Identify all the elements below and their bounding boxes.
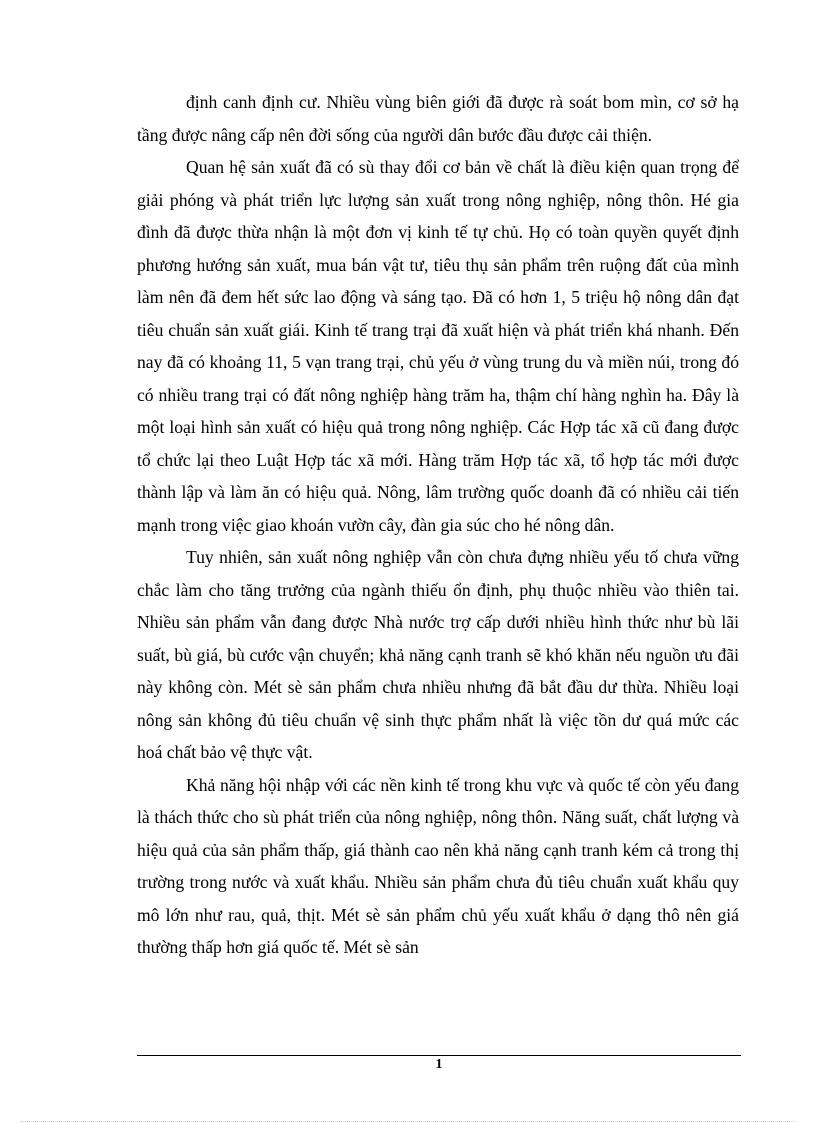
paragraph-4: Khả năng hội nhập với các nền kinh tế trong khu vực và quốc tế còn yếu đang là thách thức cho sù phát triển của nông nghiệp, nông thôn. Năng suất, chất lượng và hiệu quả của sản phẩm thấp, giá thành cao nên khả năng cạnh tranh kém cả trong thị trường trong nước và xuất khẩu. Nhiều sản phẩm chưa đủ tiêu chuẩn xuất khẩu quy mô lớn như rau, quả, thịt. Mét sè sản phẩm chủ yếu xuất khẩu ở dạng thô nên giá thường thấp hơn giá quốc tế. Mét sè sản: [137, 774, 739, 957]
page-boundary: [20, 1121, 796, 1122]
document-body: [137, 86, 739, 964]
page-number: 1: [435, 1057, 443, 1072]
paragraph-3: Tuy nhiên, sản xuất nông nghiệp vẫn còn chưa đựng nhiều yếu tố chưa vững chắc làm cho tăng trưởng của ngành thiếu ổn định, phụ thuộc nhiều vào thiên tai. Nhiều sản phẩm vẫn đang được Nhà nước trợ cấp dưới nhiều hình thức như bù lãi suất, bù giá, bù cước vận chuyển; khả năng cạnh tranh sẽ khó khăn nếu nguồn ưu đãi này không còn. Mét sè sản phẩm chưa nhiều nhưng đã bắt đầu dư thừa. Nhiều loại nông sản không đủ tiêu chuẩn vệ sinh thực phẩm nhất là việc tồn dư quá mức các hoá chất bảo vệ thực vật.: [137, 547, 739, 762]
paragraph-2: Quan hệ sản xuất đã có sù thay đổi cơ bản về chất là điều kiện quan trọng để giải phóng và phát triển lực lượng sản xuất trong nông nghiệp, nông thôn. Hé gia đình đã được thừa nhận là một đơn vị kinh tế tự chủ. Họ có toàn quyền quyết định phương hướng sản xuất, mua bán vật tư, tiêu thụ sản phẩm trên ruộng đất của mình làm nên đã đem hết sức lao động và sáng tạo. Đã có hơn 1, 5 triệu hộ nông dân đạt tiêu chuẩn sản xuất giái. Kinh tế trang trại đã xuất hiện và phát triển khá nhanh. Đến nay đã có khoảng 11, 5 vạn trang trại, chủ yếu ở vùng trung du và miền núi, trong đó có nhiều trang trại có đất nông nghiệp hàng trăm ha, thậm chí hàng nghìn ha. Đây là một loại hình sản xuất có hiệu quả trong nông nghiệp. Các Hợp tác xã cũ đang được tổ chức lại theo Luật Hợp tác xã mới. Hàng trăm Hợp tác xã, tổ hợp tác mới được thành lập và làm ăn có hiệu quả. Nông, lâm trường quốc doanh đã có nhiều cải tiến mạnh trong việc giao khoán vườn cây, đàn gia súc cho hé nông dân.: [137, 157, 739, 535]
paragraph-1: định canh định cư. Nhiều vùng biên giới đã được rà soát bom mìn, cơ sở hạ tầng được nâng cấp nên đời sống của người dân bước đầu được cải thiện.: [137, 92, 739, 145]
